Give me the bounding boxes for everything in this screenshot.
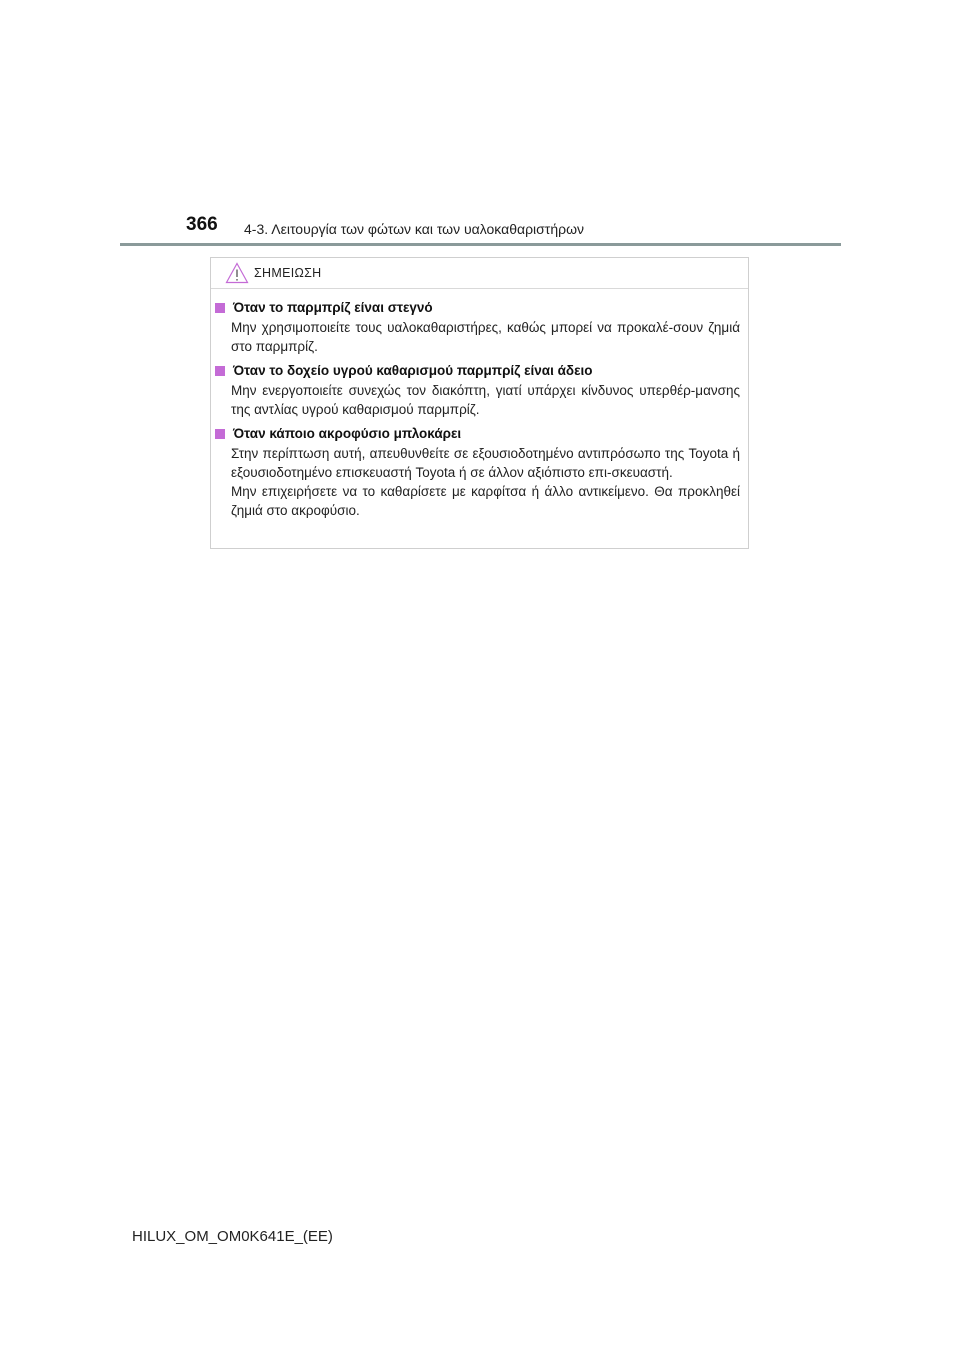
item-heading <box>215 424 750 444</box>
note-item <box>211 424 750 520</box>
square-bullet-icon <box>215 429 225 439</box>
item-paragraph: Μην ενεργοποιείτε συνεχώς τον διακόπτη, γιατί υπάρχει κίνδυνος υπερθέρ-μανσης της αντλίας υγρού καθαρισμού παρμπρίζ. <box>231 383 740 417</box>
item-text <box>231 381 740 419</box>
item-heading <box>215 298 750 318</box>
item-text <box>231 444 740 520</box>
item-heading-text: Όταν το παρμπρίζ είναι στεγνό <box>233 300 433 315</box>
warning-triangle-icon <box>225 262 249 289</box>
note-header <box>211 258 748 289</box>
note-item <box>211 361 750 419</box>
note-box <box>210 257 749 549</box>
header-divider <box>120 243 841 246</box>
note-body <box>211 298 750 525</box>
item-paragraph: Στην περίπτωση αυτή, απευθυνθείτε σε εξουσιοδοτημένο αντιπρόσωπο της Toyota ή εξουσιοδοτημένο επισκευαστή Toyota ή σε άλλον αξιόπιστο επι-σκευαστή. <box>231 446 740 480</box>
item-heading <box>215 361 750 381</box>
item-paragraph: Μην χρησιμοποιείτε τους υαλοκαθαριστήρες, καθώς μπορεί να προκαλέ-σουν ζημιά στο παρμπρίζ. <box>231 320 740 354</box>
note-label: ΣΗΜΕΙΩΣΗ <box>254 266 322 280</box>
item-text <box>231 318 740 356</box>
square-bullet-icon <box>215 303 225 313</box>
square-bullet-icon <box>215 366 225 376</box>
document-code: HILUX_OM_OM0K641E_(EE) <box>132 1228 333 1245</box>
item-heading-text: Όταν κάποιο ακροφύσιο μπλοκάρει <box>233 426 462 441</box>
note-item <box>211 298 750 356</box>
page-number: 366 <box>186 214 218 235</box>
section-title: 4-3. Λειτουργία των φώτων και των υαλοκαθαριστήρων <box>244 221 585 237</box>
item-paragraph: Μην επιχειρήσετε να το καθαρίσετε με καρφίτσα ή άλλο αντικείμενο. Θα προκληθεί ζημιά στο ακροφύσιο. <box>231 484 740 518</box>
item-heading-text: Όταν το δοχείο υγρού καθαρισμού παρμπρίζ είναι άδειο <box>233 363 593 378</box>
